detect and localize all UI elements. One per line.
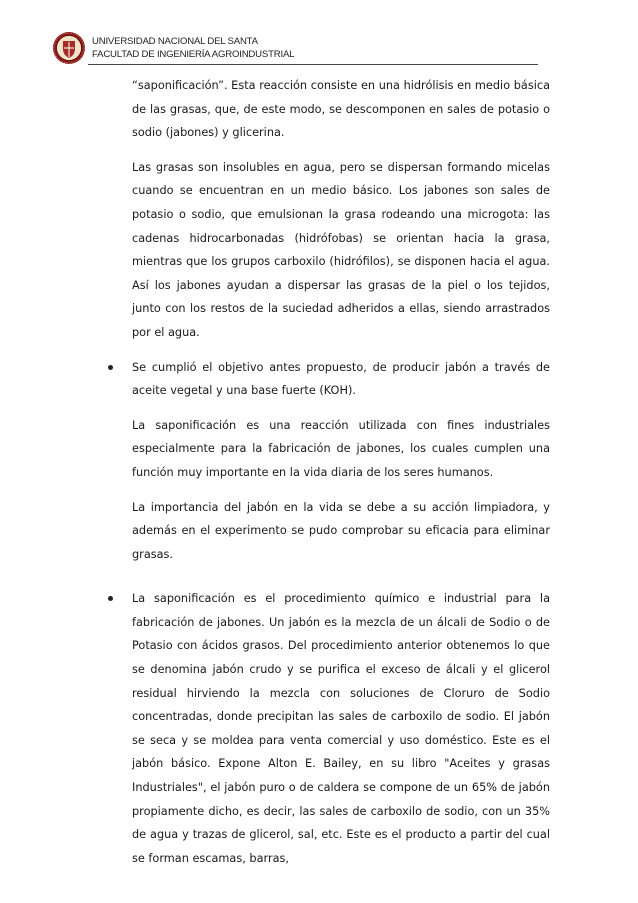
bullet-icon (108, 596, 113, 601)
header-divider (88, 64, 538, 65)
paragraph-importance: La importancia del jabón en la vida se debe a su acción limpiadora, y además en el experimento se pudo comprobar su eficacia para eliminar grasas. (132, 500, 550, 561)
bullet-icon (108, 365, 113, 370)
paragraph-industrial-use: La saponificación es una reacción utilizada con fines industriales especialmente para la fabricación de jabones, los cuales cumplen una función muy importante en la vida diaria de los seres humanos. (132, 418, 550, 479)
list-item-text: Se cumplió el objetivo antes propuesto, de producir jabón a través de aceite vegetal y una base fuerte (KOH). (132, 360, 550, 398)
list-item-objective (132, 356, 550, 403)
paragraph-micelles: Las grasas son insolubles en agua, pero se dispersan formando micelas cuando se encuentran en un medio básico. Los jabones son sales de potasio o sodio, que emulsionan la grasa rodeando una microgota: las cadenas hidrocarbonadas (hidrófobas) se orientan hacia la grasa, mientras que los grupos carboxilo (hidrófilos), se disponen hacia el agua. Así los jabones ayudan a dispersar las grasas de la piel o los tejidos, junto con los restos de la suciedad adheridos a ellas, siendo arrastrados por el agua. (132, 160, 550, 339)
paragraph-saponification-intro: “saponificación”. Esta reacción consiste en una hidrólisis en medio básica de las grasas, que, de este modo, se descomponen en sales de potasio o sodio (jabones) y glicerina. (132, 79, 550, 140)
university-seal-icon (52, 31, 86, 65)
header-university: UNIVERSIDAD NACIONAL DEL SANTA (92, 36, 258, 47)
document-body (0, 74, 638, 870)
header-faculty: FACULTAD DE INGENIERÍA AGROINDUSTRIAL (92, 49, 295, 60)
list-item-text: La saponificación es el procedimiento químico e industrial para la fabricación de jabones. Un jabón es la mezcla de un álcali de Sodio o de Potasio con ácidos grasos. Del procedimiento anterior obtenemos lo que se denomina jabón crudo y se purifica el exceso de álcali y el glicerol residual hirviendo la mezcla con soluciones de Cloruro de Sodio concentradas, donde precipitan las sales de carboxilo de sodio. El jabón se seca y se moldea para venta comercial y uso doméstico. Este es el jabón básico. Expone Alton E. Bailey, en su libro "Aceites y grasas Industriales", el jabón puro o de caldera se compone de un 65% de jabón propiamente dicho, es decir, las sales de carboxilo de sodio, con un 35% de agua y trazas de glicerol, sal, etc. Este es el producto a partir del cual se forman escamas, barras, (132, 592, 550, 865)
page-header (52, 30, 592, 66)
list-item-process (132, 587, 550, 870)
